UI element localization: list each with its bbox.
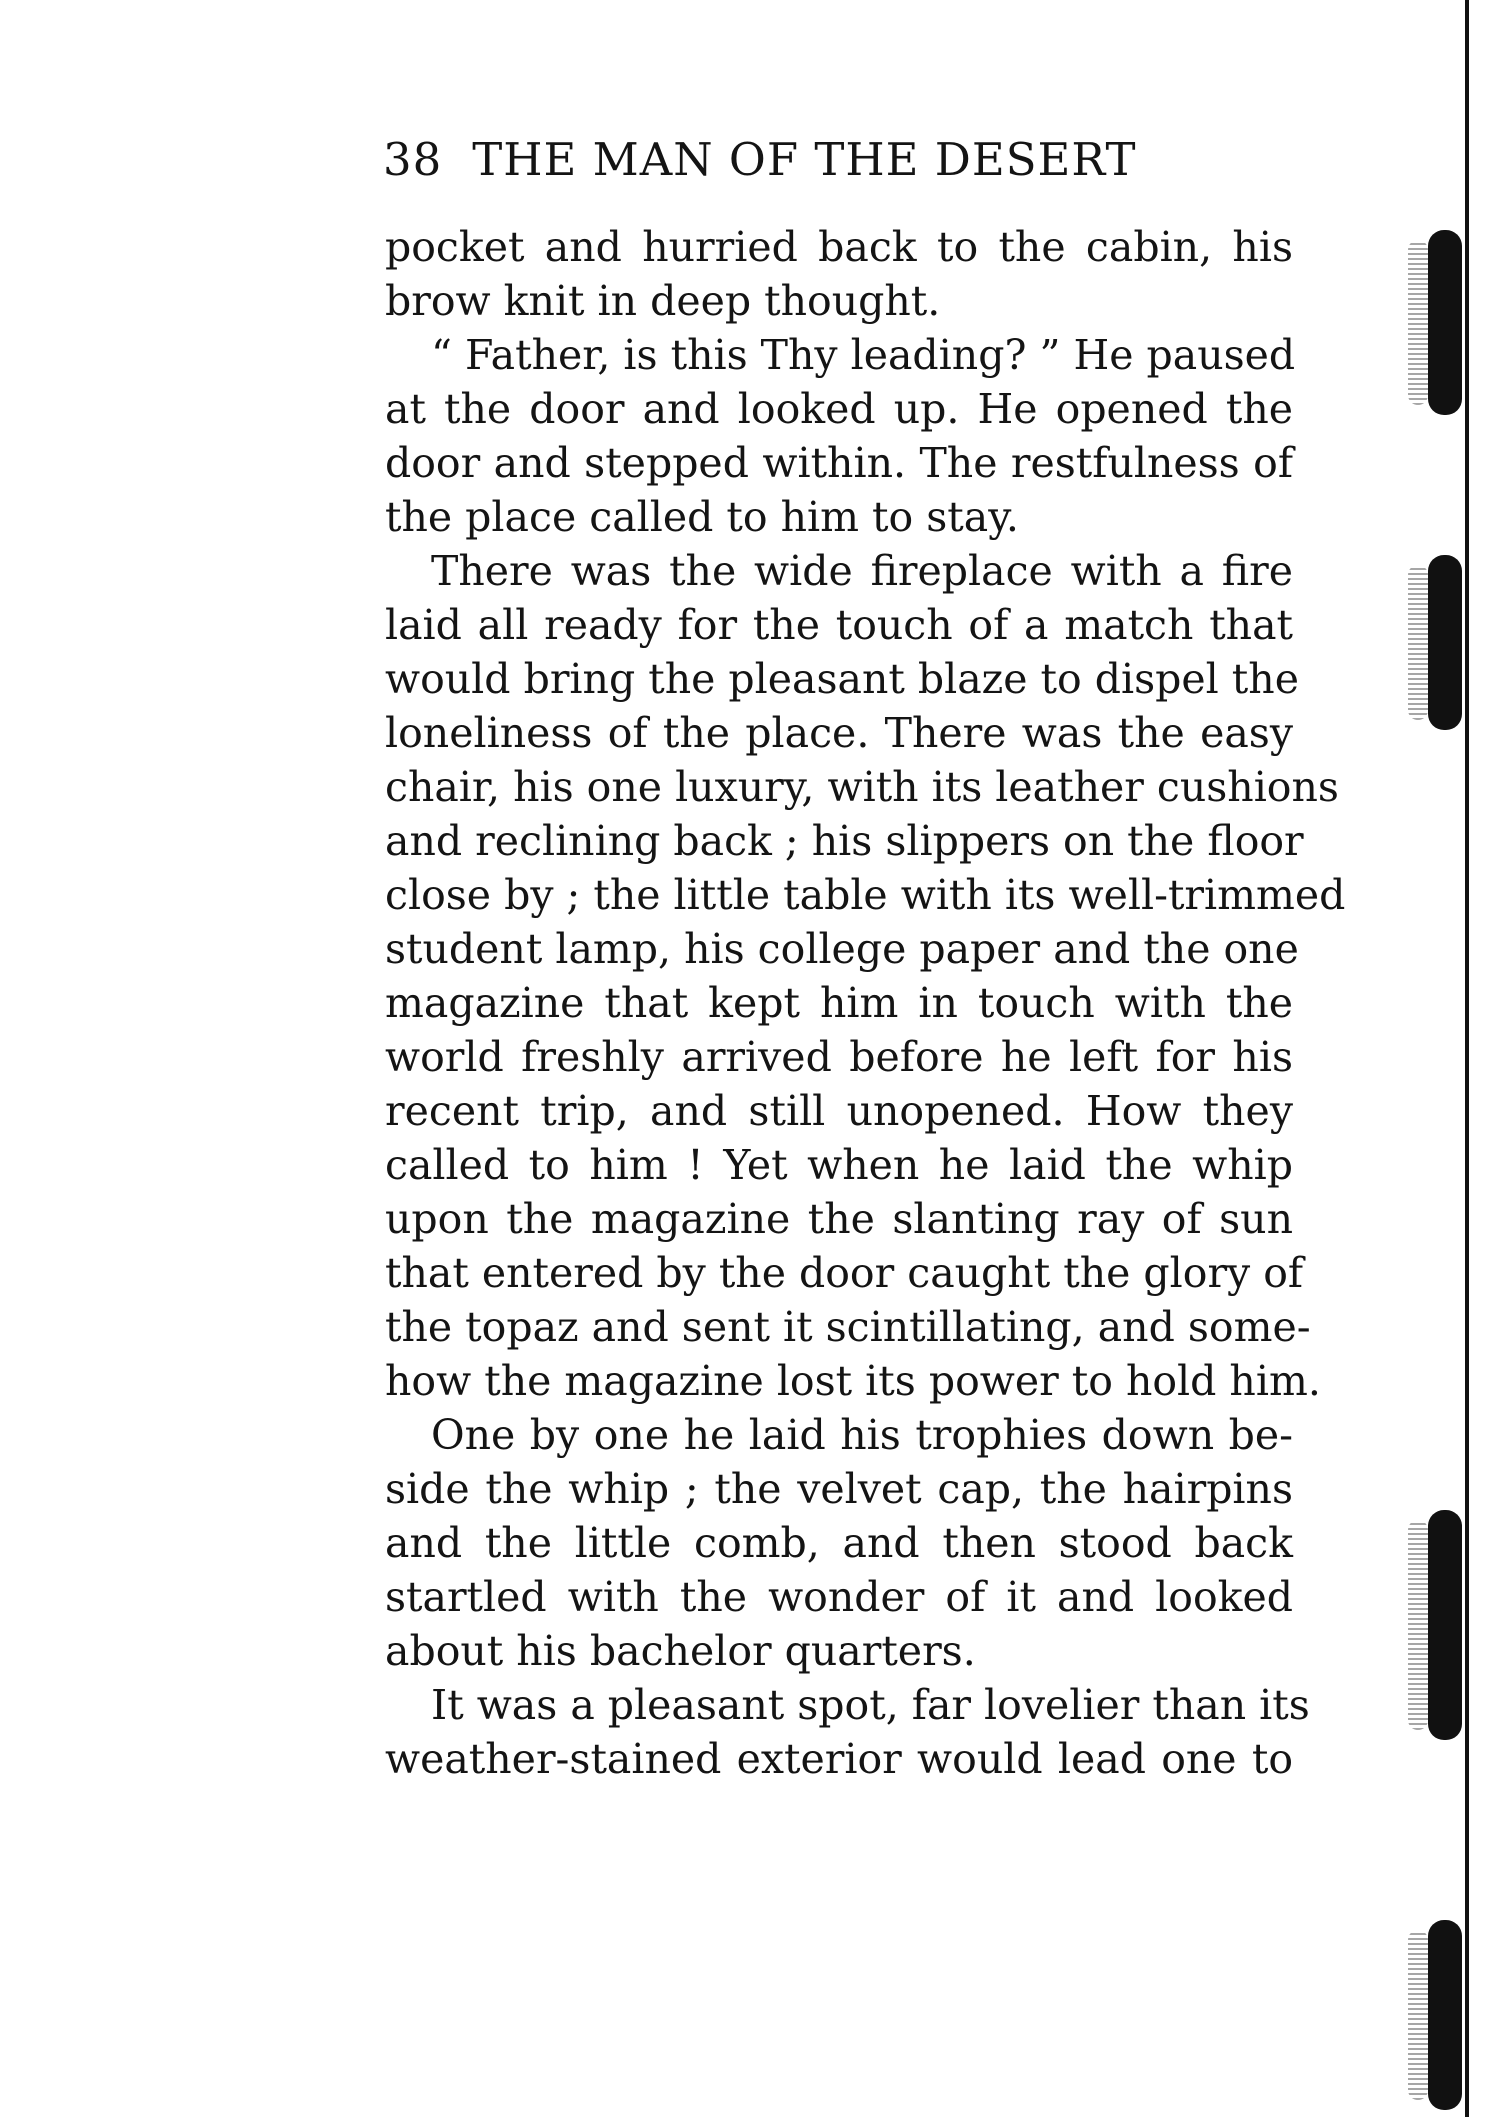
text-line: door and stepped within. The restfulness of bbox=[385, 439, 1293, 487]
text-line: world freshly arrived before he left for his bbox=[385, 1033, 1293, 1081]
text-line: brow knit in deep thought. bbox=[385, 277, 941, 325]
text-line: close by ; the little table with its well-trimmed bbox=[385, 871, 1346, 919]
running-title: THE MAN OF THE DESERT bbox=[472, 133, 1137, 186]
page-number: 38 bbox=[383, 133, 443, 186]
text-line: at the door and looked up. He opened the bbox=[385, 385, 1293, 433]
text-line: It was a pleasant spot, far lovelier than its bbox=[431, 1681, 1310, 1729]
text-line: There was the wide fireplace with a fire bbox=[431, 547, 1293, 595]
text-line: student lamp, his college paper and the one bbox=[385, 925, 1299, 973]
text-line: magazine that kept him in touch with the bbox=[385, 979, 1293, 1027]
text-line: One by one he laid his trophies down be- bbox=[431, 1411, 1293, 1459]
text-line: weather-stained exterior would lead one to bbox=[385, 1735, 1293, 1783]
text-line: would bring the pleasant blaze to dispel the bbox=[385, 655, 1299, 703]
text-line: recent trip, and still unopened. How they bbox=[385, 1087, 1293, 1135]
text-line: loneliness of the place. There was the easy bbox=[385, 709, 1293, 757]
running-head bbox=[383, 130, 1293, 190]
text-line: chair, his one luxury, with its leather cushions bbox=[385, 763, 1339, 811]
text-line: “ Father, is this Thy leading? ” He paused bbox=[431, 331, 1296, 379]
text-line: laid all ready for the touch of a match that bbox=[385, 601, 1293, 649]
text-line: the place called to him to stay. bbox=[385, 493, 1019, 541]
binding-edge-shadow bbox=[1465, 0, 1469, 2117]
text-line: about his bachelor quarters. bbox=[385, 1627, 976, 1675]
body-text bbox=[385, 220, 1346, 1786]
text-line: startled with the wonder of it and looked bbox=[385, 1573, 1293, 1621]
text-line: upon the magazine the slanting ray of sun bbox=[385, 1195, 1293, 1243]
scan-smudge bbox=[1428, 555, 1462, 730]
scan-smudge bbox=[1428, 1510, 1462, 1740]
text-line: called to him ! Yet when he laid the whip bbox=[385, 1141, 1293, 1189]
scan-smudge bbox=[1428, 230, 1462, 415]
text-line: how the magazine lost its power to hold him. bbox=[385, 1357, 1321, 1405]
text-line: that entered by the door caught the glory of bbox=[385, 1249, 1304, 1297]
text-line: and reclining back ; his slippers on the floor bbox=[385, 817, 1304, 865]
text-line: and the little comb, and then stood back bbox=[385, 1519, 1293, 1567]
text-line: pocket and hurried back to the cabin, his bbox=[385, 223, 1293, 271]
scan-smudge bbox=[1428, 1920, 1462, 2110]
text-line: side the whip ; the velvet cap, the hairpins bbox=[385, 1465, 1293, 1513]
text-line: the topaz and sent it scintillating, and some- bbox=[385, 1303, 1311, 1351]
